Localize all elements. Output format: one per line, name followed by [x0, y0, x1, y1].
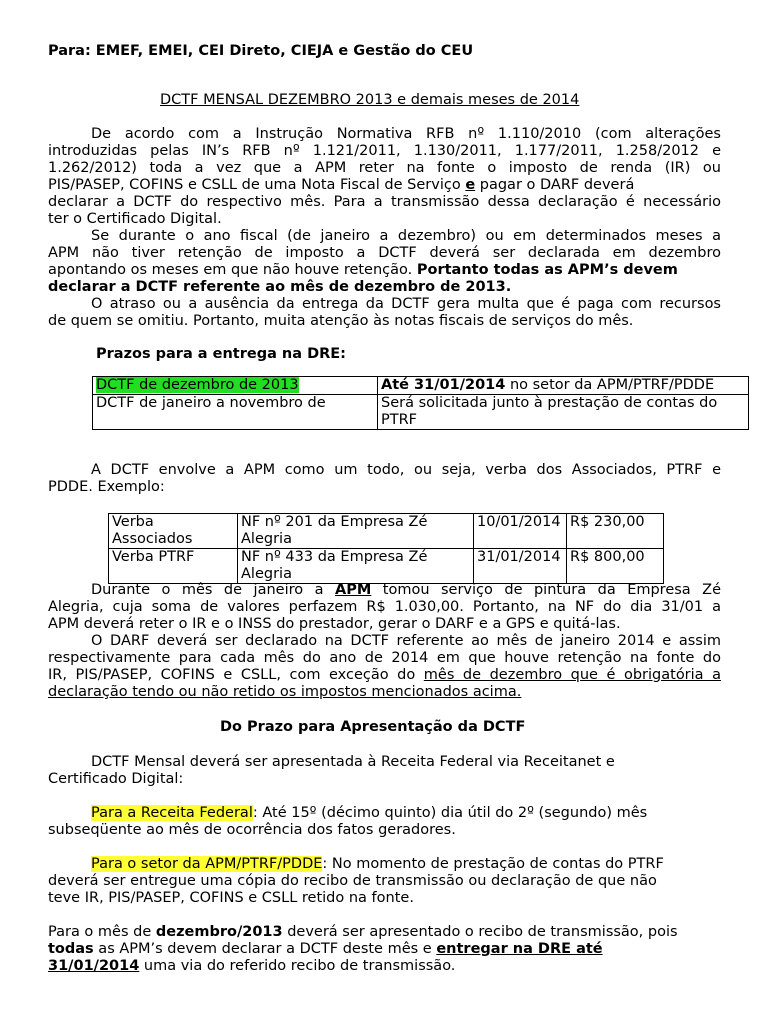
deadline-when-cell [378, 395, 749, 430]
receita-federal-line2: subseqüente ao mês de ocorrência dos fatos geradores. [48, 822, 456, 838]
final-text-e: as APM’s devem declarar a DCTF deste mês e [93, 941, 437, 957]
intro-p3-line1: O atraso ou a ausência da entrega da DCTF gera multa que é paga com recursos [91, 296, 721, 312]
presentation-heading: Do Prazo para Apresentação da DCTF [220, 719, 526, 735]
example-intro-line1: A DCTF envolve a APM como um todo, ou seja, verba dos Associados, PTRF e [91, 462, 721, 478]
deadline-when-cell [378, 377, 749, 395]
deadline-when-line2: PTRF [381, 412, 418, 428]
final-deliver: entregar na DRE até [436, 941, 603, 957]
intro-p1-line4-end: pagar o DARF deverá [479, 177, 635, 193]
example-nf-cell [238, 514, 474, 549]
example-nf-cell [238, 549, 474, 584]
final-line3 [48, 958, 455, 975]
deadline-when-line1: Será solicitada junto à prestação de contas do [381, 395, 718, 411]
example-p1-apm: APM [334, 582, 372, 598]
final-text-a: Para o mês de [48, 924, 156, 940]
receita-federal-text: : Até 15º (décimo quinto) dia útil do 2º (segundo) mês [252, 805, 648, 821]
intro-p1-conjunction: e [465, 177, 476, 193]
deadline-period-dec: DCTF de dezembro de 2013 [96, 377, 299, 393]
example-source-line2: Associados [112, 531, 193, 547]
intro-p2-line1: Se durante o ano fiscal (de janeiro a dezembro) ou em determinados meses a [91, 228, 721, 244]
receita-federal-line1 [91, 805, 647, 822]
deadline-place: no setor da APM/PTRF/PDDE [505, 377, 715, 393]
deadline-period-cell [93, 377, 378, 395]
apm-sector-text: : No momento de prestação de contas do PTRF [322, 856, 664, 872]
example-source-cell [109, 549, 238, 584]
intro-p1-line4-text: PIS/PASEP, COFINS e CSLL de uma Nota Fiscal de Serviço [48, 177, 461, 193]
example-amount-cell: R$ 800,00 [567, 549, 664, 584]
intro-p1-line4 [48, 177, 634, 194]
example-nf-line1: NF nº 201 da Empresa Zé [241, 514, 428, 530]
intro-p1-line2: introduzidas pelas IN’s RFB nº 1.121/2011, 1.130/2011, 1.177/2011, 1.258/2012 e [48, 143, 721, 159]
final-date: 31/01/2014 [48, 958, 140, 974]
example-p2-line3 [48, 667, 721, 684]
example-p1-line2: Alegria, cuja soma de valores perfazem R$ 1.030,00. Portanto, na NF do dia 31/01 a [48, 599, 721, 615]
intro-p3-line2: de quem se omitiu. Portanto, muita atenção às notas fiscais de serviços do mês. [48, 313, 634, 329]
intro-p2-line3-text: apontando os meses em que não houve retenção. [48, 262, 413, 278]
intro-p2-emphasis: Portanto todas as APM’s devem [416, 262, 678, 278]
example-source-line1: Verba PTRF [112, 549, 195, 565]
example-nf-line1: NF nº 433 da Empresa Zé [241, 549, 428, 565]
apm-sector-line3: teve IR, PIS/PASEP, COFINS e CSLL retido na fonte. [48, 890, 414, 906]
table-row [109, 514, 664, 549]
example-date-cell: 10/01/2014 [474, 514, 567, 549]
example-nf-line2: Alegria [241, 531, 292, 547]
intro-p2-line3 [48, 262, 678, 279]
apm-sector-label: Para o setor da APM/PTRF/PDDE [91, 856, 323, 872]
intro-p1-line5: declarar a DCTF do respectivo mês. Para a transmissão dessa declaração é necessário [48, 194, 721, 210]
document-title: DCTF MENSAL DEZEMBRO 2013 e demais meses de 2014 [160, 92, 580, 108]
example-source-cell [109, 514, 238, 549]
final-text-h: uma via do referido recibo de transmissão. [139, 958, 456, 974]
example-p2-line2: respectivamente para cada mês do ano de 2014 em que houve retenção na fonte do [48, 650, 721, 666]
intro-p2-line2: APM não tiver retenção de imposto a DCTF deverá ser declarada em dezembro [48, 245, 721, 261]
table-row [93, 377, 749, 395]
example-nf-line2: Alegria [241, 566, 292, 582]
recipients-line: Para: EMEF, EMEI, CEI Direto, CIEJA e Gestão do CEU [48, 43, 474, 59]
final-todas: todas [48, 941, 94, 957]
table-row [109, 549, 664, 584]
intro-p1-line1: De acordo com a Instrução Normativa RFB nº 1.110/2010 (com alterações [91, 126, 721, 142]
example-p2-line1: O DARF deverá ser declarado na DCTF referente ao mês de janeiro 2014 e assim [91, 633, 721, 649]
presentation-p1-line2: Certificado Digital: [48, 771, 184, 787]
deadlines-table [92, 376, 749, 430]
deadlines-heading: Prazos para a entrega na DRE: [96, 346, 346, 362]
table-row [93, 395, 749, 430]
intro-p1-line6: ter o Certificado Digital. [48, 211, 222, 227]
example-p2-text: IR, PIS/PASEP, COFINS e CSLL, com exceção do [48, 667, 416, 683]
example-intro-line2: PDDE. Exemplo: [48, 479, 165, 495]
receita-federal-label: Para a Receita Federal [91, 805, 253, 821]
presentation-p1-line1: DCTF Mensal deverá ser apresentada à Receita Federal via Receitanet e [91, 754, 615, 770]
example-p2-underlined1: mês de dezembro que é obrigatória a [423, 667, 721, 683]
example-date-cell: 31/01/2014 [474, 549, 567, 584]
intro-p2-line4: declarar a DCTF referente ao mês de dezembro de 2013. [48, 279, 512, 295]
deadline-period-jan-nov: DCTF de janeiro a novembro de [96, 395, 326, 411]
final-month: dezembro/2013 [155, 924, 283, 940]
example-p1-text1: Durante o mês de janeiro a [91, 582, 324, 598]
apm-sector-line2: deverá ser entregue uma cópia do recibo de transmissão ou declaração de que não [48, 873, 657, 889]
example-p1-line3: APM deverá reter o IR e o INSS do prestador, gerar o DARF e a GPS e quitá-las. [48, 616, 621, 632]
example-p2-line4: declaração tendo ou não retido os impostos mencionados acima. [48, 684, 522, 700]
apm-sector-line1 [91, 856, 664, 873]
deadline-date: Até 31/01/2014 [381, 377, 506, 393]
final-text-c: deverá ser apresentado o recibo de transmissão, pois [282, 924, 678, 940]
example-source-line1: Verba [112, 514, 154, 530]
final-line1 [48, 924, 678, 941]
final-line2 [48, 941, 603, 958]
example-amount-cell: R$ 230,00 [567, 514, 664, 549]
example-p1-line1 [48, 582, 721, 599]
intro-p1-line3: 1.262/2012) toda a vez que a APM reter na fonte o imposto de renda (IR) ou [48, 160, 721, 176]
example-p1-text2: tomou serviço de pintura da Empresa Zé [382, 582, 722, 598]
deadline-period-cell [93, 395, 378, 430]
example-table [108, 513, 664, 584]
